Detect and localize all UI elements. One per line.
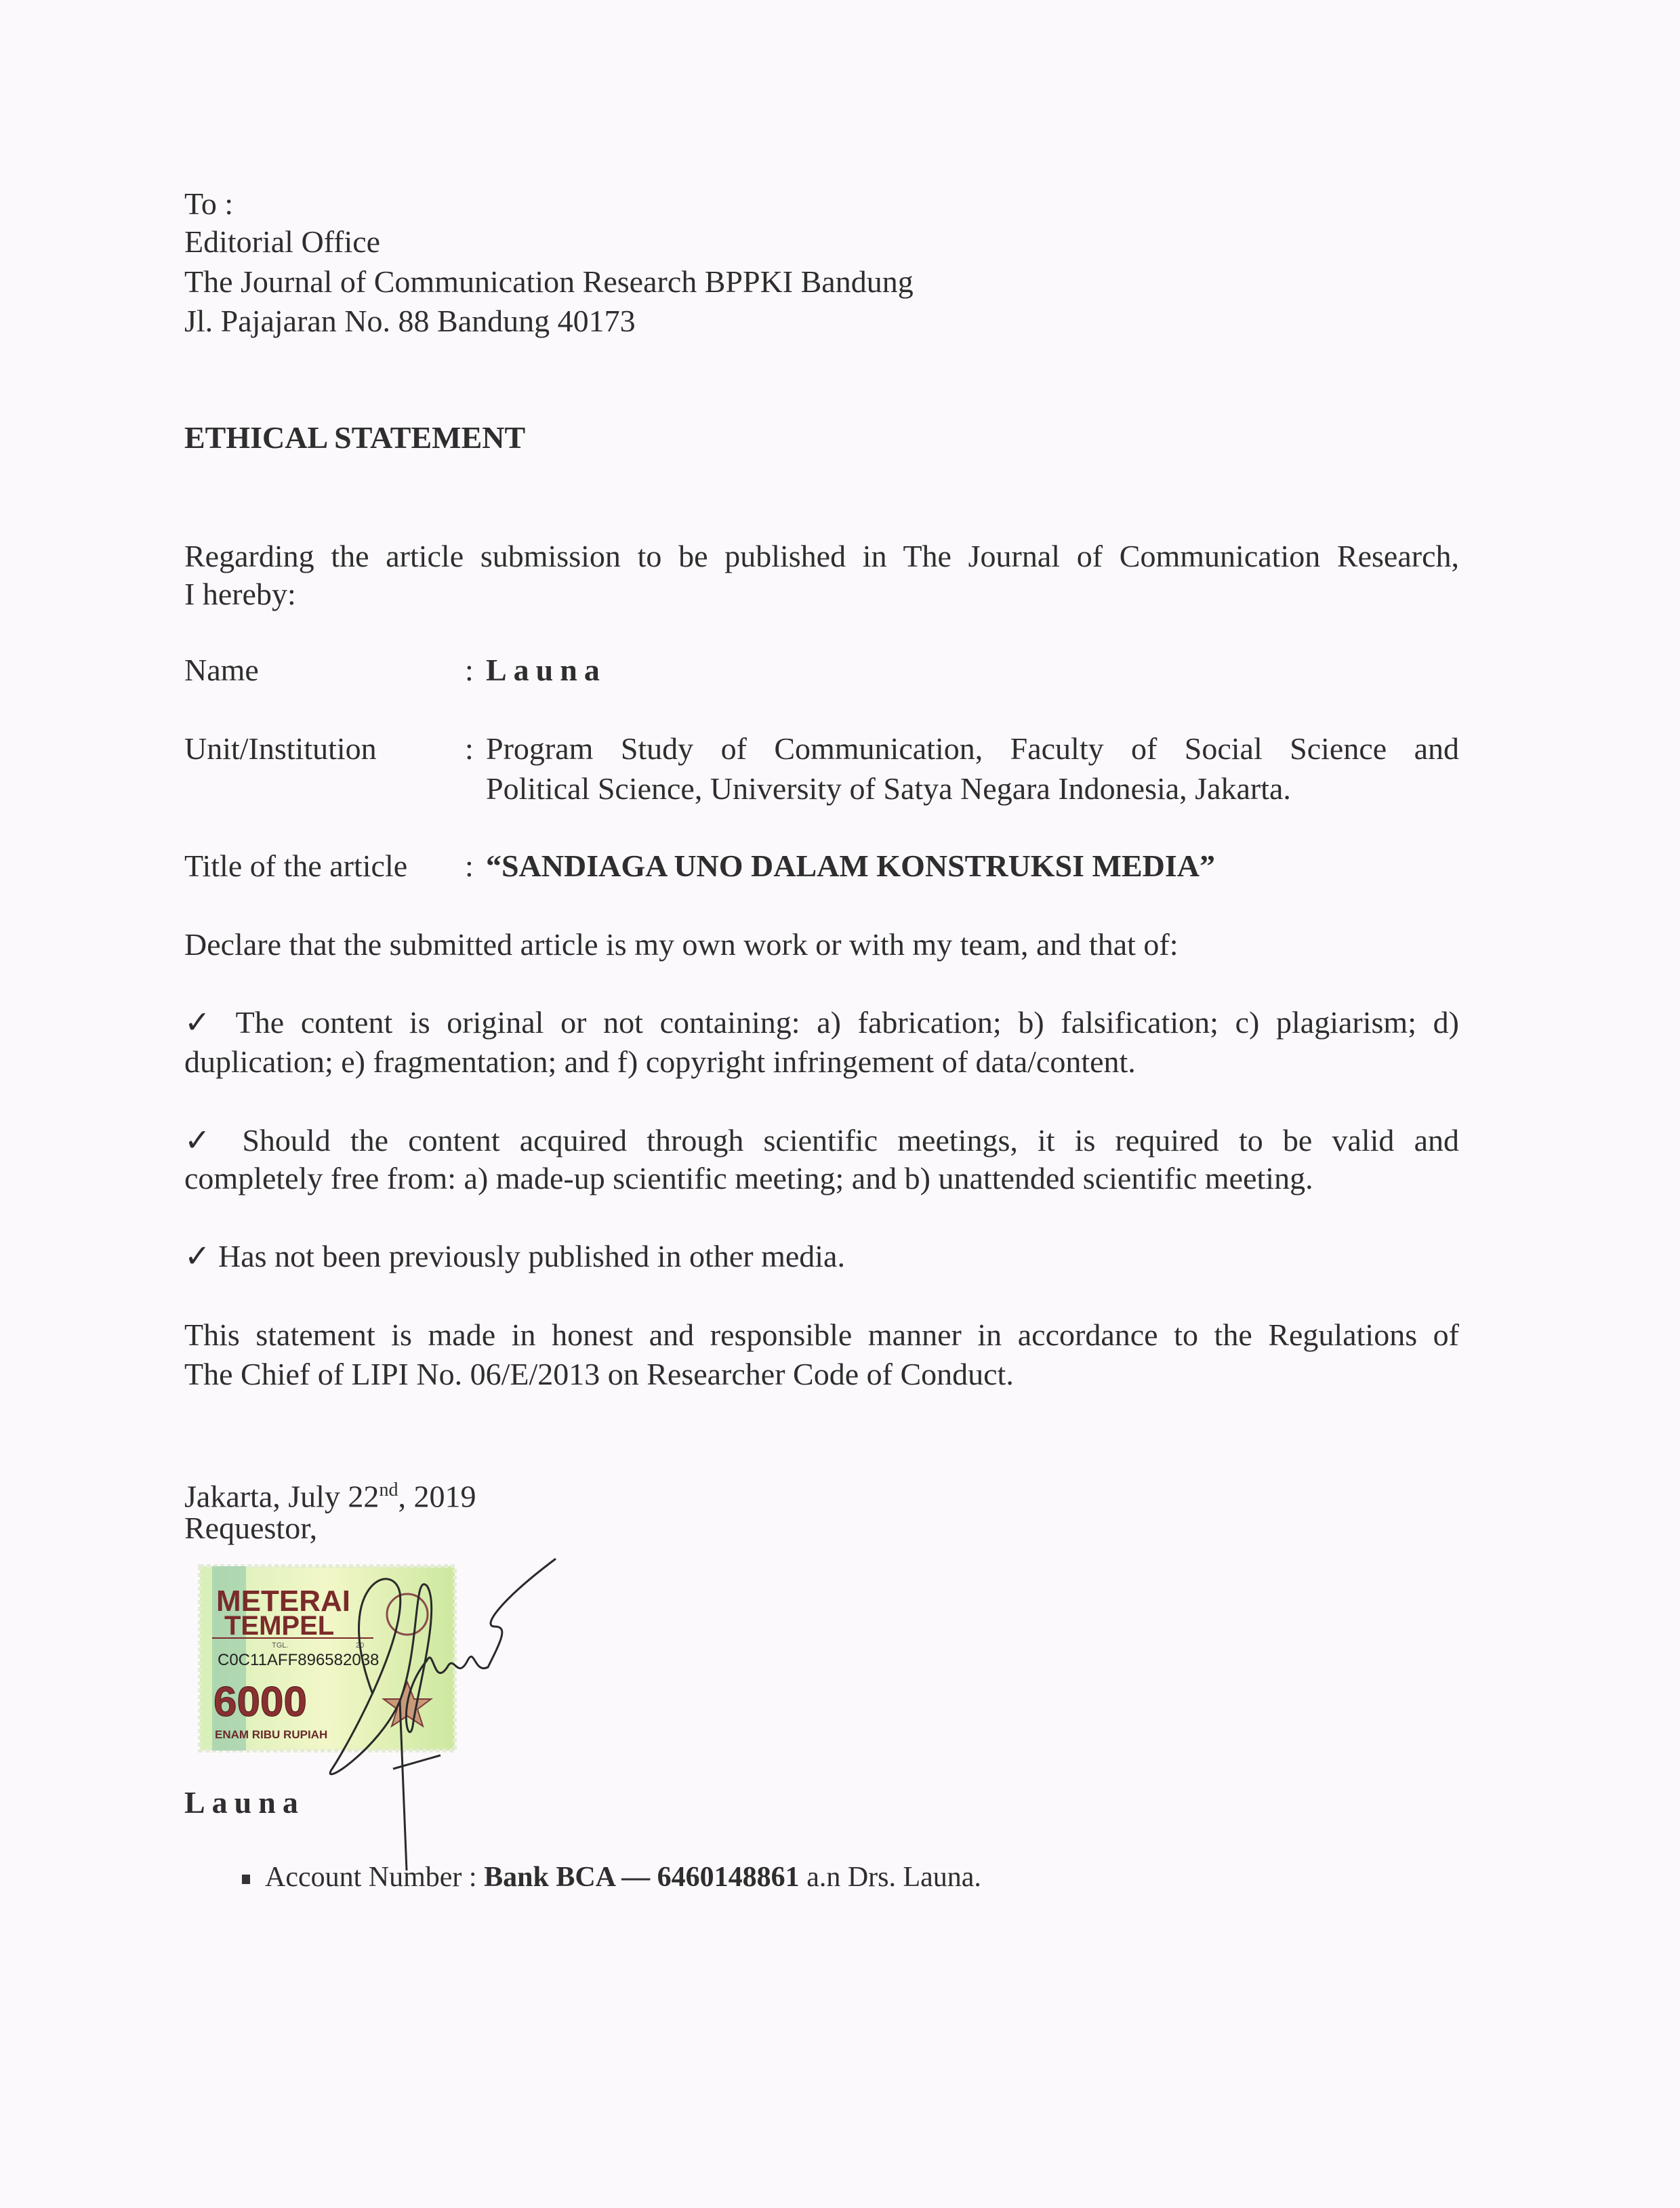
to-label: To : [184,186,234,221]
title-value: “SANDIAGA UNO DALAM KONSTRUKSI MEDIA” [486,849,1215,883]
stamp-title: METERAI [216,1585,350,1618]
recipient-line: The Journal of Communication Research BPPKI Bandung [184,264,914,299]
closing-line: This statement is made in honest and responsible manner in accordance to the Regulations of [184,1317,1459,1352]
check-line: ✓ Should the content acquired through scientific meetings, it is required to be valid and [184,1123,1459,1158]
recipient-line: Jl. Pajajaran No. 88 Bandung 40173 [184,304,636,338]
requestor-label: Requestor, [184,1511,318,1545]
recipient-line: Editorial Office [184,224,381,259]
check-line: completely free from: a) made-up scientific meeting; and b) unattended scientific meeting. [184,1161,1313,1195]
colon: : [465,653,474,687]
signatory-name: Launa [184,1785,305,1820]
stamp-title: TEMPEL [224,1611,335,1641]
closing-line: The Chief of LIPI No. 06/E/2013 on Researcher Code of Conduct. [184,1357,1014,1391]
unit-value: Political Science, University of Satya Negara Indonesia, Jakarta. [486,771,1291,806]
check-line: ✓ The content is original or not containing: a) fabrication; b) falsification; c) plagiarism; d) [184,1005,1459,1040]
stamp-tgl: TGL. [272,1641,289,1650]
account-item [242,1858,981,1897]
intro-line: Regarding the article submission to be published in The Journal of Communication Research, [184,539,1459,573]
stamp-amount-words: ENAM RIBU RUPIAH [215,1728,328,1741]
declare-text: Declare that the submitted article is my own work or with my team, and that of: [184,927,1179,962]
date-suffix: nd [379,1479,398,1500]
name-label: Name [184,653,259,687]
account-holder: a.n Drs. Launa. [799,1862,981,1893]
unit-label: Unit/Institution [184,731,377,766]
date-text: Jakarta, July 22 [184,1479,380,1514]
handwritten-signature [291,1545,576,1870]
title-label: Title of the article [184,849,408,883]
colon: : [465,849,474,883]
stamp-amount: 6000 [213,1679,307,1725]
name-value: Launa [486,653,607,687]
check-line: ✓ Has not been previously published in other media. [184,1239,845,1273]
stamp-serial: C0C11AFF896582038 [218,1651,380,1669]
document-heading: ETHICAL STATEMENT [184,420,526,455]
bullet-square-icon [242,1875,250,1884]
stamp-tgl-year: 20 [356,1641,365,1650]
account-label: Account Number : [265,1862,485,1893]
intro-line: I hereby: [184,577,296,611]
account-bank: Bank BCA — 6460148861 [484,1862,800,1893]
date-year: , 2019 [398,1479,476,1514]
unit-value: Program Study of Communication, Faculty of Social Science and [486,731,1459,766]
colon: : [465,731,474,766]
check-line: duplication; e) fragmentation; and f) copyright infringement of data/content. [184,1044,1136,1079]
